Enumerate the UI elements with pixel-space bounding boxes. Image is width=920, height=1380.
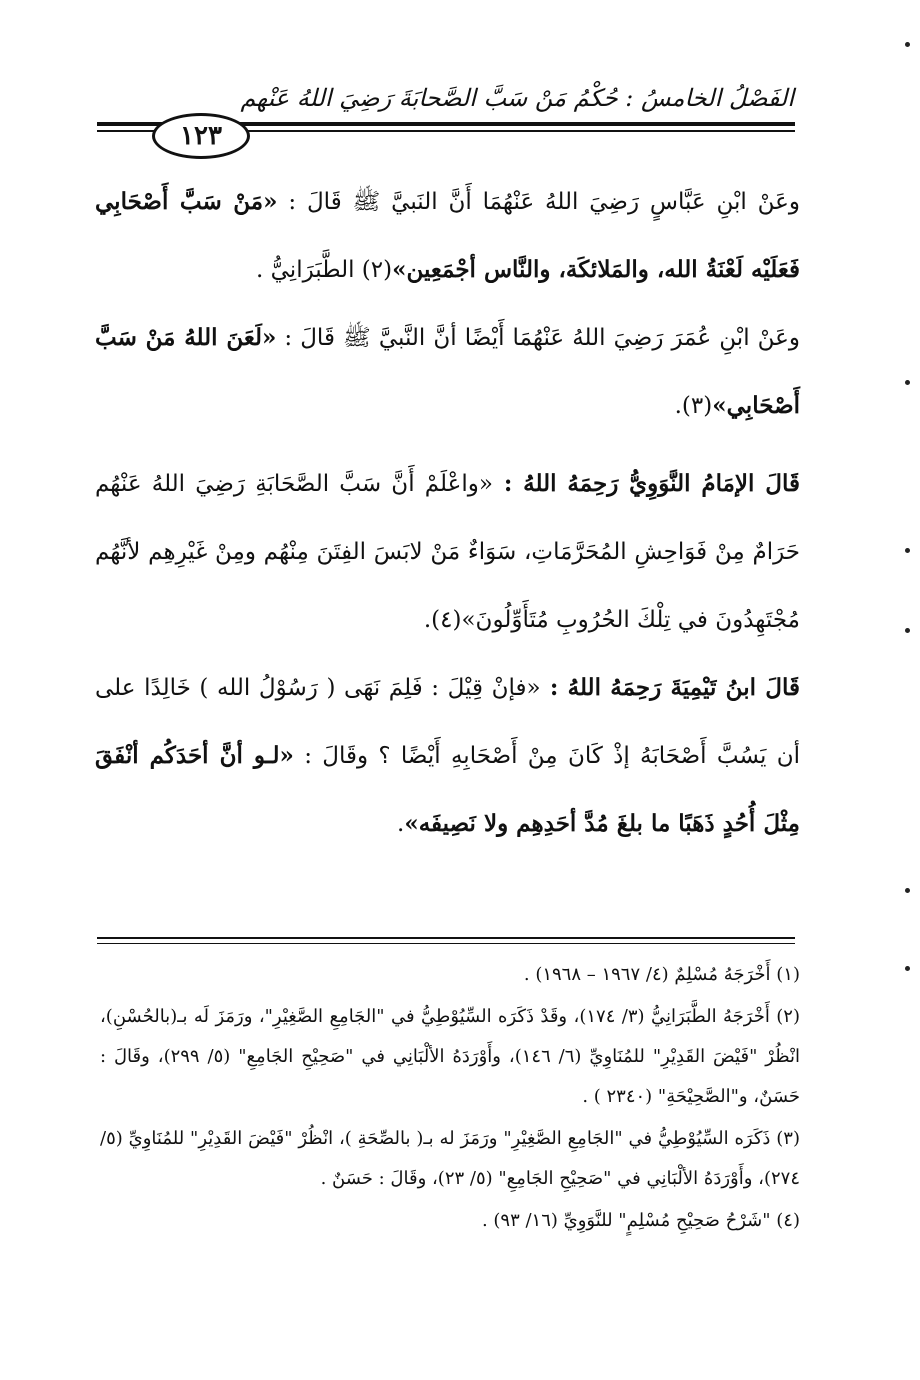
hadith-narration: وعَنْ ابْنِ عُمَرَ رَضِيَ اللهُ عَنْهُمَا أَيْضًا أنَّ النَّبيَّ ﷺ قَالَ : bbox=[276, 325, 800, 351]
paragraph-ibn-abbas bbox=[95, 168, 800, 304]
footnotes bbox=[100, 955, 800, 1243]
footnote-ref: (٣). bbox=[674, 393, 713, 419]
hadith-quote: «مَنْ سَبَّ أَصْحَابِي فَعَلَيْه لَعْنَةُ الله، والمَلائكَة، والنَّاس أجْمَعِين» bbox=[95, 188, 800, 283]
running-header: الفَصْلُ الخامسُ : حُكْمُ مَنْ سَبَّ الصَّحابَةَ رَضِيَ اللهُ عَنْهم bbox=[240, 84, 794, 112]
scan-mark bbox=[905, 380, 910, 385]
main-text bbox=[95, 168, 800, 858]
footnote-1: (١) أَخْرَجَهُ مُسْلِمٌ (٤/ ١٩٦٧ – ١٩٦٨) . bbox=[523, 964, 800, 985]
sentence-end: . bbox=[397, 811, 405, 837]
footnote-2: (٢) أَخْرَجَهُ الطَّبَرَانِيُّ (٣/ ١٧٤)، وقَدْ ذَكَرَه السِّيُوْطِيُّ في "الجَامِعِ الصَّغِيْرِ"، ورَمَزَ لَه بـ(بالحُسْنِ)، انْظُرْ "فَيْضَ القَدِيْرِ" للمُنَاوِيِّ (٦/ ١٤٦)، وأَوْرَدَهُ الألْبَانِي في "صَحِيْحِ الجَامِعِ" (٥/ ٢٩٩)، وقَالَ : حَسَنٌ، و"الصَّحِيْحَةِ" (٢٣٤٠ ) . bbox=[100, 1006, 800, 1107]
hadith-quote: «لـو أنَّ أحَدَكُم أنْفَقَ مِثْلَ أُحُدٍ ذَهَبًا ما بلغَ مُدَّ أحَدِهِم ولا نَصِيفَه» bbox=[95, 742, 800, 837]
speaker-name: قَالَ الإمَامُ النَّوَوِيُّ رَحِمَهُ اللهُ : bbox=[492, 470, 801, 497]
page-number: ١٢٣ bbox=[152, 113, 250, 159]
scan-mark bbox=[905, 548, 910, 553]
footnote-rule-thin bbox=[97, 943, 795, 944]
paragraph-ibn-taymiyyah bbox=[95, 654, 800, 858]
footnote-3: (٣) ذَكَرَه السِّيُوْطِيُّ في "الجَامِعِ الصَّغِيْرِ" ورَمَزَ له بـ( بالصِّحَةِ )، انْظُرْ "فَيْضَ القَدِيْرِ" للمُنَاوِيِّ (٥/ ٢٧٤)، وأَوْرَدَهُ الألْبَانِي في "صَحِيْحِ الجَامِعِ" (٥/ ٢٣)، وقَالَ : حَسَنٌ . bbox=[100, 1128, 800, 1189]
speaker-name: قَالَ ابنُ تَيْمِيَةَ رَحِمَهُ اللهُ : bbox=[540, 674, 800, 701]
hadith-narration: وعَنْ ابْنِ عَبَّاسٍ رَضِيَ اللهُ عَنْهُمَا أَنَّ النَبيَّ ﷺ قَالَ : bbox=[277, 189, 800, 215]
scholar-quote: «واعْلَمْ أَنَّ سَبَّ الصَّحَابَةِ رَضِيَ اللهُ عَنْهُم حَرَامٌ مِنْ فَوَاحِشِ المُحَرَّمَاتِ، سَوَاءٌ مَنْ لابَسَ الفِتَنَ مِنْهُم ومِنْ غَيْرِهِم لأنَّهُم مُجْتَهِدُونَ في تِلْكَ الحُرُوبِ مُتَأَوِّلُونَ»(٤). bbox=[95, 471, 800, 633]
footnote-rule bbox=[97, 937, 795, 939]
scan-mark bbox=[905, 888, 910, 893]
scholar-quote: «فإنْ قِيْلَ : فَلِمَ نَهَى ( رَسُوْلُ الله ) خَالِدًا على أن يَسُبَّ أَصْحَابَهُ إذْ كَانَ مِنْ أَصْحَابِهِ أَيْضًا ؟ وقَالَ : bbox=[95, 675, 800, 769]
scan-mark bbox=[905, 966, 910, 971]
footnote-4: (٤) "شَرْحُ صَحِيْحِ مُسْلِمٍ" للنَّوَوِيِّ (١٦/ ٩٣) . bbox=[481, 1210, 800, 1231]
hadith-quote: «لَعَنَ اللهُ مَنْ سَبَّ أَصْحَابِي» bbox=[95, 324, 800, 419]
scan-mark bbox=[905, 42, 910, 47]
hadith-source: (٢) الطَّبَرَانِيُّ . bbox=[256, 257, 393, 283]
paragraph-nawawi bbox=[95, 450, 800, 654]
paragraph-ibn-umar bbox=[95, 304, 800, 440]
scan-mark bbox=[905, 628, 910, 633]
